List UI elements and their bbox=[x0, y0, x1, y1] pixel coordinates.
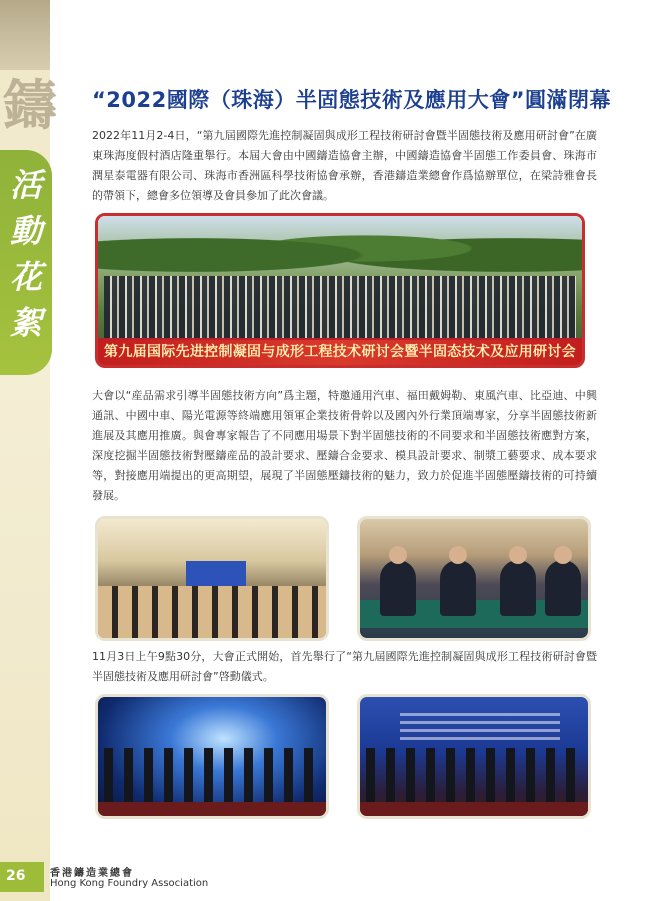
section-label bbox=[0, 150, 52, 375]
section-label-char: 花 bbox=[9, 258, 42, 296]
section-label-char: 動 bbox=[9, 212, 42, 250]
article-paragraph-1: 2022年11月2-4日，“第九屆國際先進控制凝固與成形工程技術研討會暨半固態技術及應用研討會”在廣東珠海度假村酒店隆重舉行。本屆大會由中國鑄造協會主辦，中國鑄造協會半固態工作委員會、珠海市潤星泰電器有限公司、珠海市香洲區科學技術協會承辦，香港鑄造業總會作爲協辦單位，在梁詩雅會長的帶領下，總會多位領導及會員參加了此次會議。 bbox=[92, 129, 597, 202]
meeting-attendees-photo bbox=[357, 516, 591, 641]
section-watermark-char: 鑄 bbox=[3, 73, 57, 137]
article-title: “2022國際（珠海）半固態技術及應用大會”圓滿閉幕 bbox=[92, 88, 612, 112]
page-number: 26 bbox=[6, 868, 26, 884]
launch-ceremony-photo-2 bbox=[357, 694, 591, 819]
tower-illustration bbox=[0, 0, 50, 70]
launch-ceremony-photo-1 bbox=[95, 694, 329, 819]
footer-org-name-en: Hong Kong Foundry Association bbox=[50, 878, 209, 889]
article-paragraph-2: 大會以“産品需求引導半固態技術方向”爲主題，特邀通用汽車、福田戴姆勒、東風汽車、比亞迪、中興通訊、中國中車、陽光電源等終端應用領軍企業技術骨幹以及國內外行業頂端專家，分享半固態技術新進展及其應用推廣。與會專家報告了不同應用場景下對半固態技術的不同要求和半固態技術應對方案，深度挖掘半固態技術對壓鑄産品的設計要求、壓鑄合金要求、模具設計要求、制漿工藝要求、成本要求等，對接應用端提出的更高期望，展現了半固態壓鑄技術的魅力，致力於促進半固態壓鑄技術的可持續發展。 bbox=[92, 389, 597, 502]
conference-hall-photo bbox=[95, 516, 329, 641]
section-label-char: 活 bbox=[9, 166, 42, 204]
group-photo bbox=[95, 213, 585, 368]
footer-org-name-zh: 香港鑄造業總會 bbox=[50, 868, 134, 879]
section-label-char: 絮 bbox=[9, 304, 42, 342]
photo-banner: 第九届国际先进控制凝固与成形工程技术研讨会暨半固态技术及应用研讨会 bbox=[98, 340, 582, 365]
article-paragraph-3: 11月3日上午9點30分，大會正式開始，首先舉行了“第九屆國際先進控制凝固與成形工程技術研討會暨半固態技術及應用研討會”啓動儀式。 bbox=[92, 650, 597, 683]
